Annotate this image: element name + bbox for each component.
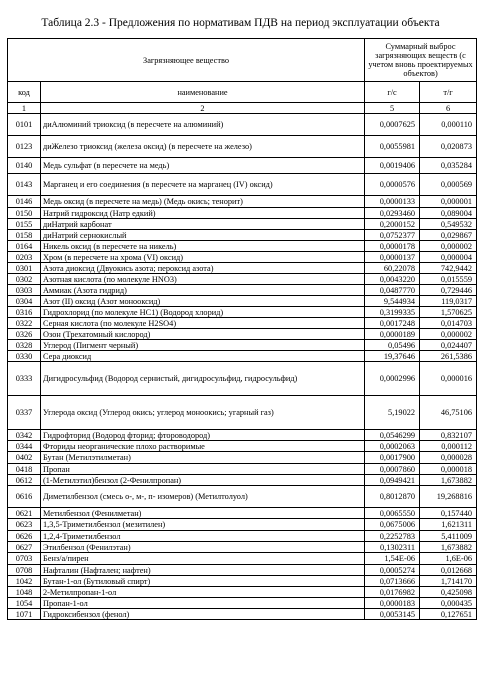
row-name: Гидроксибензол (фенол) <box>41 609 365 620</box>
table-row <box>8 531 477 542</box>
table-row <box>8 285 477 296</box>
row-name: Сера диоксид <box>41 351 365 362</box>
row-name: Углерода оксид (Углерод окись; углерод моноокись; угарный газ) <box>41 396 365 430</box>
header-row-index <box>8 103 477 114</box>
table-row <box>8 241 477 252</box>
row-tg: 0,000110 <box>420 114 477 136</box>
row-gs: 1,54Е-06 <box>365 553 420 565</box>
row-tg: 0,089004 <box>420 208 477 219</box>
table-row <box>8 219 477 230</box>
table-row <box>8 340 477 351</box>
row-name: Натрий гидроксид (Натр едкий) <box>41 208 365 219</box>
row-name: Азота диоксид (Двуокись азота; пероксид азота) <box>41 263 365 274</box>
row-code: 0164 <box>8 241 41 252</box>
row-code: 0326 <box>8 329 41 340</box>
row-gs: 0,0019406 <box>365 158 420 174</box>
row-name: 1,3,5-Триметилбензол (мезитилен) <box>41 519 365 531</box>
table-row <box>8 351 477 362</box>
row-code: 0302 <box>8 274 41 285</box>
row-code: 1048 <box>8 587 41 598</box>
row-code: 0402 <box>8 452 41 464</box>
row-gs: 0,0000178 <box>365 241 420 252</box>
table-row <box>8 318 477 329</box>
row-name: Бутан (Метилэтилметан) <box>41 452 365 464</box>
row-gs: 0,0007860 <box>365 464 420 475</box>
row-code: 0344 <box>8 441 41 452</box>
row-gs: 0,05496 <box>365 340 420 351</box>
table-row <box>8 208 477 219</box>
table-row <box>8 274 477 285</box>
row-name: диНатрий сернокислый <box>41 230 365 241</box>
row-code: 0123 <box>8 136 41 158</box>
row-name: диАлюминий триоксид (в пересчете на алюминий) <box>41 114 365 136</box>
row-tg: 0,024407 <box>420 340 477 351</box>
row-code: 0322 <box>8 318 41 329</box>
header-substance: Загрязняющее вещество <box>8 39 365 82</box>
table-title: Таблица 2.3 - Предложения по нормативам ПДВ на период эксплуатации объекта <box>41 17 440 29</box>
row-tg: 0,000018 <box>420 464 477 475</box>
row-gs: 0,0017248 <box>365 318 420 329</box>
table-row <box>8 609 477 620</box>
row-name: Медь сульфат (в пересчете на медь) <box>41 158 365 174</box>
table-row <box>8 196 477 208</box>
row-name: Метилбензол (Фенилметан) <box>41 508 365 519</box>
row-code: 0330 <box>8 351 41 362</box>
table-row <box>8 441 477 452</box>
table-row <box>8 553 477 565</box>
row-tg: 1,621311 <box>420 519 477 531</box>
row-gs: 0,0000133 <box>365 196 420 208</box>
header-row-group <box>8 39 477 82</box>
row-code: 0304 <box>8 296 41 307</box>
row-tg: 1,714170 <box>420 576 477 587</box>
row-code: 0316 <box>8 307 41 318</box>
header-index-2: 2 <box>41 103 365 114</box>
row-name: Диметилбензол (смесь о-, м-, п- изомеров) (Метилтолуол) <box>41 486 365 508</box>
header-name: наименование <box>41 82 365 103</box>
row-code: 0101 <box>8 114 41 136</box>
row-name: Дигидросульфид (Водород сернистый, дигидросульфид, гидросульфид) <box>41 362 365 396</box>
row-name: диЖелезо триоксид (железа оксид) (в пересчете на железо) <box>41 136 365 158</box>
row-name: Азотная кислота (по молекуле HNO3) <box>41 274 365 285</box>
header-total-emission: Суммарный выброс загрязняющих веществ (с учетом вновь проектируемых объектов) <box>365 39 477 82</box>
row-gs: 0,0002996 <box>365 362 420 396</box>
row-tg: 0,549532 <box>420 219 477 230</box>
row-code: 0337 <box>8 396 41 430</box>
table-row <box>8 475 477 486</box>
row-gs: 0,0043220 <box>365 274 420 285</box>
table-row <box>8 296 477 307</box>
table-row <box>8 263 477 274</box>
row-gs: 0,0000576 <box>365 174 420 196</box>
row-name: Никель оксид (в пересчете на никель) <box>41 241 365 252</box>
header-row-columns <box>8 82 477 103</box>
row-name: Бенз/а/пирен <box>41 553 365 565</box>
row-gs: 19,37646 <box>365 351 420 362</box>
row-tg: 0,000112 <box>420 441 477 452</box>
row-name: Пропан-1-ол <box>41 598 365 609</box>
row-tg: 46,75106 <box>420 396 477 430</box>
row-tg: 119,0317 <box>420 296 477 307</box>
header-index-6: 6 <box>420 103 477 114</box>
row-tg: 1,6Е-06 <box>420 553 477 565</box>
row-tg: 0,000002 <box>420 241 477 252</box>
row-gs: 0,0000183 <box>365 598 420 609</box>
row-gs: 5,19022 <box>365 396 420 430</box>
row-gs: 0,0002063 <box>365 441 420 452</box>
table-row <box>8 452 477 464</box>
row-name: 2-Метилпропан-1-ол <box>41 587 365 598</box>
table-row <box>8 464 477 475</box>
row-code: 0333 <box>8 362 41 396</box>
row-code: 0612 <box>8 475 41 486</box>
table-row <box>8 329 477 340</box>
row-code: 0342 <box>8 430 41 441</box>
row-gs: 0,0546299 <box>365 430 420 441</box>
row-tg: 0,000569 <box>420 174 477 196</box>
row-name: Аммиак (Азота гидрид) <box>41 285 365 296</box>
row-tg: 0,127651 <box>420 609 477 620</box>
row-gs: 0,0752377 <box>365 230 420 241</box>
row-code: 0328 <box>8 340 41 351</box>
row-tg: 0,014703 <box>420 318 477 329</box>
table-row <box>8 158 477 174</box>
table-row <box>8 565 477 576</box>
row-name: Этилбензол (Фенилэтан) <box>41 542 365 553</box>
table-row <box>8 307 477 318</box>
row-tg: 1,570625 <box>420 307 477 318</box>
table-row <box>8 174 477 196</box>
table-row <box>8 362 477 396</box>
row-name: Медь оксид (в пересчете на медь) (Медь окись; тенорит) <box>41 196 365 208</box>
row-gs: 0,8012870 <box>365 486 420 508</box>
row-tg: 0,832107 <box>420 430 477 441</box>
row-gs: 60,22078 <box>365 263 420 274</box>
row-tg: 0,029867 <box>420 230 477 241</box>
row-tg: 0,000016 <box>420 362 477 396</box>
row-name: Фториды неорганические плохо растворимые <box>41 441 365 452</box>
row-name: Марганец и его соединения (в пересчете на марганец (IV) оксид) <box>41 174 365 196</box>
table-row <box>8 114 477 136</box>
row-tg: 5,411009 <box>420 531 477 542</box>
row-name: (1-Метилэтил)бензол (2-Фенилпропан) <box>41 475 365 486</box>
row-gs: 0,0065550 <box>365 508 420 519</box>
row-tg: 0,020873 <box>420 136 477 158</box>
row-code: 0150 <box>8 208 41 219</box>
header-index-1: 1 <box>8 103 41 114</box>
row-code: 0143 <box>8 174 41 196</box>
row-name: Бутан-1-ол (Бутиловый спирт) <box>41 576 365 587</box>
row-tg: 0,000001 <box>420 196 477 208</box>
row-gs: 0,0949421 <box>365 475 420 486</box>
table-row <box>8 576 477 587</box>
row-name: Гидрофторид (Водород фторид; фтороводород) <box>41 430 365 441</box>
row-gs: 9,544934 <box>365 296 420 307</box>
table-row <box>8 486 477 508</box>
row-name: Гидрохлорид (по молекуле HC1) (Водород хлорид) <box>41 307 365 318</box>
row-tg: 0,000028 <box>420 452 477 464</box>
row-gs: 0,1302311 <box>365 542 420 553</box>
table-row <box>8 508 477 519</box>
header-tg: т/г <box>420 82 477 103</box>
row-tg: 0,000004 <box>420 252 477 263</box>
row-code: 1042 <box>8 576 41 587</box>
row-name: Пропан <box>41 464 365 475</box>
row-tg: 0,000435 <box>420 598 477 609</box>
row-tg: 19,268816 <box>420 486 477 508</box>
row-gs: 0,0053145 <box>365 609 420 620</box>
row-tg: 0,425098 <box>420 587 477 598</box>
row-gs: 0,2000152 <box>365 219 420 230</box>
table-row <box>8 230 477 241</box>
row-code: 0626 <box>8 531 41 542</box>
row-gs: 0,0007625 <box>365 114 420 136</box>
header-index-5: 5 <box>365 103 420 114</box>
row-code: 0158 <box>8 230 41 241</box>
row-tg: 0,157440 <box>420 508 477 519</box>
row-name: Углерод (Пигмент черный) <box>41 340 365 351</box>
table-row <box>8 587 477 598</box>
row-gs: 0,0000137 <box>365 252 420 263</box>
row-tg: 0,035284 <box>420 158 477 174</box>
row-code: 0140 <box>8 158 41 174</box>
table-row <box>8 519 477 531</box>
row-tg: 1,673882 <box>420 542 477 553</box>
row-tg: 742,9442 <box>420 263 477 274</box>
row-code: 0627 <box>8 542 41 553</box>
row-gs: 0,0293460 <box>365 208 420 219</box>
row-tg: 0,015559 <box>420 274 477 285</box>
row-code: 0155 <box>8 219 41 230</box>
row-tg: 261,5386 <box>420 351 477 362</box>
row-name: диНатрий карбонат <box>41 219 365 230</box>
row-gs: 0,0176982 <box>365 587 420 598</box>
row-name: Серная кислота (по молекуле H2SO4) <box>41 318 365 329</box>
table-row <box>8 598 477 609</box>
table-row <box>8 136 477 158</box>
row-tg: 0,000002 <box>420 329 477 340</box>
row-name: Хром (в пересчете на хрома (VI) оксид) <box>41 252 365 263</box>
header-gs: г/с <box>365 82 420 103</box>
row-code: 0203 <box>8 252 41 263</box>
row-gs: 0,0017900 <box>365 452 420 464</box>
row-tg: 0,012668 <box>420 565 477 576</box>
row-gs: 0,0487770 <box>365 285 420 296</box>
row-tg: 1,673882 <box>420 475 477 486</box>
row-code: 1054 <box>8 598 41 609</box>
row-code: 0703 <box>8 553 41 565</box>
row-code: 0616 <box>8 486 41 508</box>
row-gs: 0,0055981 <box>365 136 420 158</box>
row-name: Озон (Трехатомный кислород) <box>41 329 365 340</box>
table-row <box>8 252 477 263</box>
table-row <box>8 430 477 441</box>
row-gs: 0,0005274 <box>365 565 420 576</box>
table-row <box>8 396 477 430</box>
row-name: 1,2,4-Триметилбензол <box>41 531 365 542</box>
row-code: 0621 <box>8 508 41 519</box>
row-gs: 0,3199335 <box>365 307 420 318</box>
row-code: 0301 <box>8 263 41 274</box>
table-row <box>8 542 477 553</box>
row-gs: 0,0713666 <box>365 576 420 587</box>
row-code: 0708 <box>8 565 41 576</box>
row-gs: 0,0675006 <box>365 519 420 531</box>
row-code: 1071 <box>8 609 41 620</box>
row-code: 0146 <box>8 196 41 208</box>
row-gs: 0,0000189 <box>365 329 420 340</box>
header-code: код <box>8 82 41 103</box>
emissions-table <box>7 38 477 620</box>
row-code: 0303 <box>8 285 41 296</box>
row-gs: 0,2252783 <box>365 531 420 542</box>
row-code: 0418 <box>8 464 41 475</box>
row-name: Азот (II) оксид (Азот монооксид) <box>41 296 365 307</box>
row-tg: 0,729446 <box>420 285 477 296</box>
row-name: Нафталин (Нафтален; нафтен) <box>41 565 365 576</box>
row-code: 0623 <box>8 519 41 531</box>
